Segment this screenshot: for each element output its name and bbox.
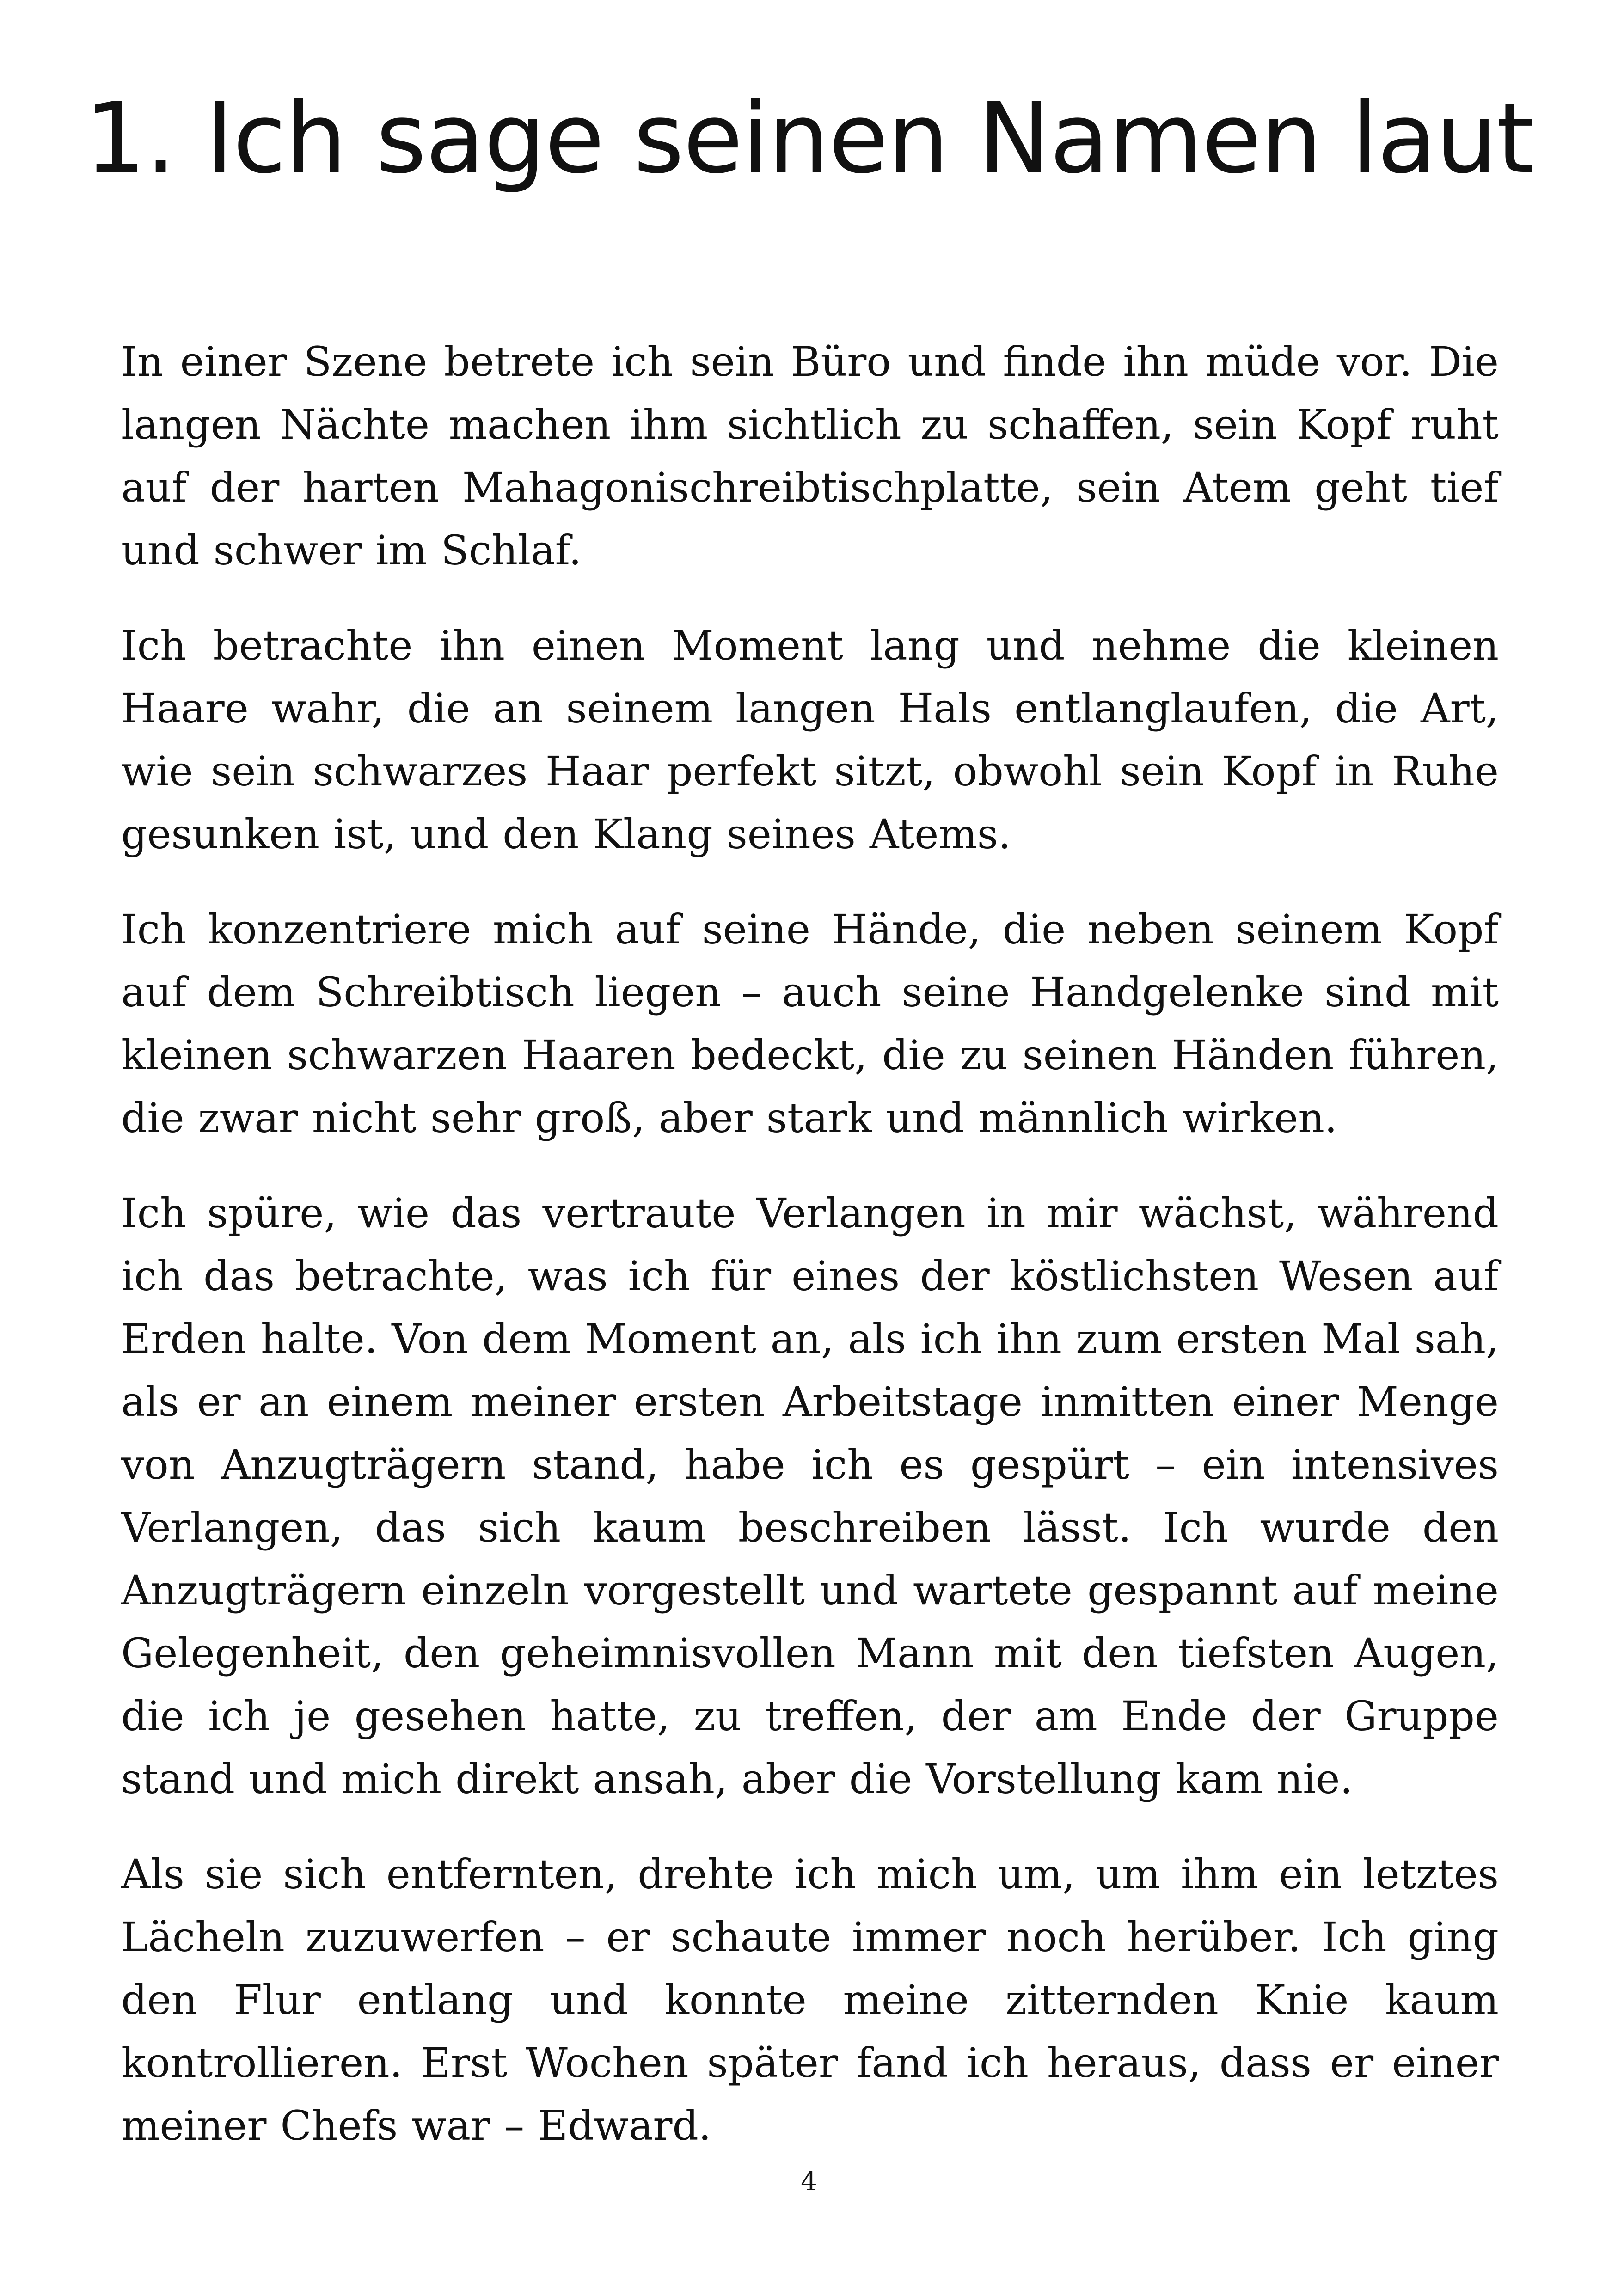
chapter-title: 1. Ich sage seinen Namen laut [84,82,1534,195]
paragraph-4: Ich spüre, wie das vertraute Verlangen in mir wächst, während ich das betrachte, was ich für eines der köstlichsten Wesen auf Erden halte. Von dem Moment an, als ich ihn zum ersten Mal sah, als er an einem meiner ersten Arbeitstage inmitten einer Menge von Anzugträgern stand, habe ich es gespürt – ein intensives Verlangen, das sich kaum beschreiben lässt. Ich wurde den Anzugträgern einzeln vorgestellt und wartete gespannt auf meine Gelegenheit, den geheimnisvollen Mann mit den tiefsten Augen, die ich je gesehen hatte, zu treffen, der am Ende der Gruppe stand und mich direkt ansah, aber die Vorstellung kam nie. [121,1189,1499,1803]
paragraph-5: Als sie sich entfernten, drehte ich mich um, um ihm ein letztes Lächeln zuzuwerfen – er schaute immer noch herüber. Ich ging den Flur entlang und konnte meine zitternden Knie kaum kontrollieren. Erst Wochen später fand ich heraus, dass er einer meiner Chefs war – Edward. [121,1850,1499,2149]
paragraph-2: Ich betrachte ihn einen Moment lang und nehme die kleinen Haare wahr, die an seinem langen Hals entlanglaufen, die Art, wie sein schwarzes Haar perfekt sitzt, obwohl sein Kopf in Ruhe gesunken ist, und den Klang seines Atems. [121,622,1499,858]
paragraph-3: Ich konzentriere mich auf seine Hände, die neben seinem Kopf auf dem Schreibtisch liegen – auch seine Handgelenke sind mit kleinen schwarzen Haaren bedeckt, die zu seinen Händen führen, die zwar nicht sehr groß, aber stark und männlich wirken. [121,906,1499,1142]
page-number: 4 [801,2167,817,2197]
body-text [121,331,1499,2190]
paragraph-1: In einer Szene betrete ich sein Büro und finde ihn müde vor. Die langen Nächte machen ihm sichtlich zu schaffen, sein Kopf ruht auf der harten Mahagonischreibtischplatte, sein Atem geht tief und schwer im Schlaf. [121,338,1499,574]
